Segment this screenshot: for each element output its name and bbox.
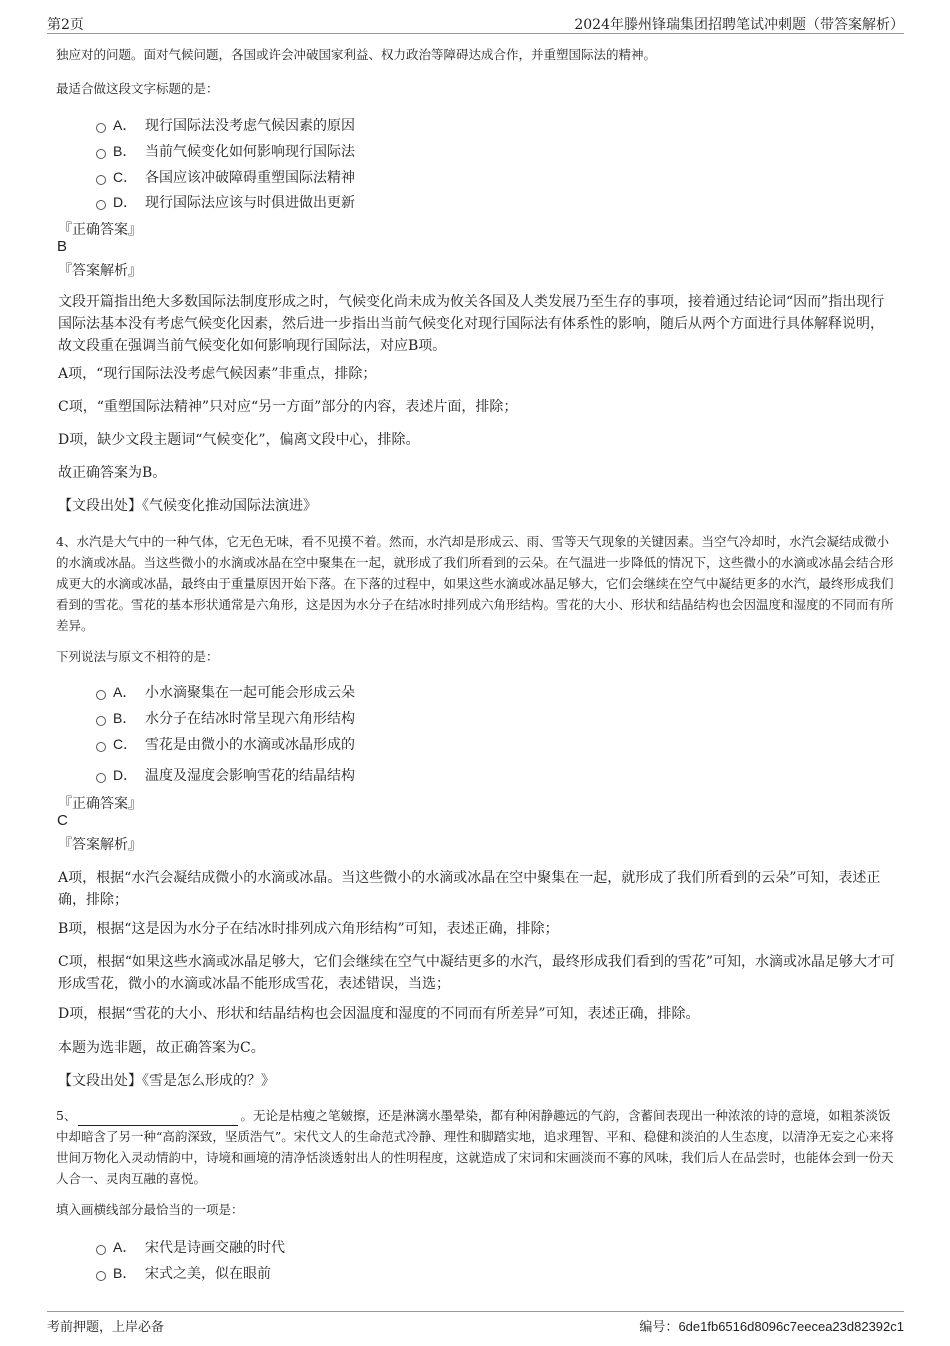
q3-option-a[interactable]: A． 现行国际法没考虑气候因素的原因	[96, 115, 355, 135]
q3-option-c[interactable]: C． 各国应该冲破障碍重塑国际法精神	[96, 167, 355, 187]
q5-passage	[56, 1105, 896, 1189]
radio-icon[interactable]	[96, 175, 106, 185]
q3-option-b[interactable]: B． 当前气候变化如何影响现行国际法	[96, 141, 355, 161]
q3-option-d[interactable]: D． 现行国际法应该与时俱进做出更新	[96, 192, 355, 212]
q3-analysis-d: D项，缺少文段主题词“气候变化”，偏离文段中心，排除。	[58, 432, 420, 448]
q3-analysis-c: C项，“重塑国际法精神”只对应“另一方面”部分的内容，表述片面，排除；	[58, 399, 518, 415]
q5-option-b[interactable]: B． 宋式之美，似在眼前	[96, 1263, 271, 1283]
page-footer	[47, 1311, 904, 1346]
radio-icon[interactable]	[96, 1245, 106, 1255]
q3-passage-tail: 独应对的问题。面对气候问题，各国或许会冲破国家利益、权力政治等障碍达成合作，并重塑国际法的精神。	[56, 47, 657, 62]
radio-icon[interactable]	[96, 200, 106, 210]
correct-answer-label: 『正确答案』	[58, 796, 142, 812]
document-title: 2024年滕州锋瑞集团招聘笔试冲刺题（带答案解析）	[574, 17, 904, 33]
q5-option-a[interactable]: A． 宋代是诗画交融的时代	[96, 1237, 285, 1257]
q4-option-d[interactable]: D． 温度及湿度会影响雪花的结晶结构	[96, 765, 355, 785]
q3-source: 【文段出处】《气候变化推动国际法演进》	[58, 498, 317, 514]
q3-analysis-main: 文段开篇指出绝大多数国际法制度形成之时，气候变化尚未成为攸关各国及人类发展乃至生存的事项，接着通过结论词“因而”指出现行国际法基本没有考虑气候变化因素，然后进一步指出当前气候变化对现行国际法有体系性的影响，随后从两个方面进行具体解释说明，故文段重在强调当前气候变化如何影响现行国际法，对应B项。	[58, 294, 885, 354]
page-header	[47, 0, 904, 34]
analysis-label: 『答案解析』	[58, 837, 142, 853]
q4-option-b[interactable]: B． 水分子在结冰时常呈现六角形结构	[96, 708, 355, 728]
q3-prompt: 最适合做这段文字标题的是：	[56, 81, 219, 96]
radio-icon[interactable]	[96, 716, 106, 726]
q5-passage-text: 。无论是枯瘦之笔皴擦，还是淋漓水墨晕染，都有种闲静趣远的气韵，含蓄间表现出一种浓浓的诗的意境，如粗茶淡饭中却暗含了另一种“高韵深致，坚质浩气”。宋代文人的生命范式冷静、理性和脚踏实地，追求理智、平和、稳健和淡泊的人生态度，以清净无妄之心来将世间万物化入灵动情韵中，诗境和画境的清净恬淡透射出人的性明程度，这就造成了宋词和宋画淡而不寡的风味，我们后人在品尝时，也能体会到一份天人合一、灵肉互融的喜悦。	[56, 1108, 894, 1186]
footer-slogan: 考前押题，上岸必备	[47, 1320, 165, 1335]
q4-passage: 4、水汽是大气中的一种气体，它无色无味，看不见摸不着。然而，水汽却是形成云、雨、雪等天气现象的关键因素。当空气冷却时，水汽会凝结成微小的水滴或冰晶。当这些微小的水滴或冰晶在空中聚集在一起，就形成了我们所看到的云朵。在气温进一步降低的情况下，这些微小的水滴或冰晶会结合形成更大的水滴或冰晶，最终由于重量原因开始下落。在下落的过程中，如果这些水滴或冰晶足够大，它们会继续在空气中凝结更多的水汽，最终形成我们看到的雪花。雪花的基本形状通常是六角形，这是因为水分子在结冰时排列成六角形结构。雪花的大小、形状和结晶结构也会因温度和湿度的不同而有所差异。	[56, 534, 894, 633]
radio-icon[interactable]	[96, 149, 106, 159]
q4-analysis-c: C项，根据“如果这些水滴或冰晶足够大，它们会继续在空气中凝结更多的水汽，最终形成我们看到的雪花”可知，水滴或冰晶足够大才可形成雪花，微小的水滴或冰晶不能形成雪花，表述错误，当选；	[58, 954, 896, 992]
q4-conclusion: 本题为选非题，故正确答案为C。	[58, 1040, 265, 1056]
q4-option-a[interactable]: A． 小水滴聚集在一起可能会形成云朵	[96, 682, 355, 702]
radio-icon[interactable]	[96, 123, 106, 133]
q3-analysis-a: A项，“现行国际法没考虑气候因素”非重点，排除；	[58, 366, 377, 382]
q4-analysis-b: B项，根据“这是因为水分子在结冰时排列成六角形结构”可知，表述正确，排除；	[58, 921, 559, 937]
radio-icon[interactable]	[96, 742, 106, 752]
fill-blank	[78, 1111, 238, 1126]
q4-analysis-a: A项，根据“水汽会凝结成微小的水滴或冰晶。当这些微小的水滴或冰晶在空中聚集在一起，就形成了我们所看到的云朵”可知，表述正确，排除；	[58, 870, 881, 908]
q4-answer: C	[57, 812, 68, 829]
correct-answer-label: 『正确答案』	[58, 222, 142, 238]
page-number: 第2页	[47, 17, 84, 33]
document-code: 编号：6de1fb6516d8096c7eecea23d82392c1	[639, 1319, 904, 1335]
question-number: 5、	[56, 1108, 77, 1123]
q4-analysis-d: D项，根据“雪花的大小、形状和结晶结构也会因温度和湿度的不同而有所差异”可知，表述正确，排除。	[58, 1006, 700, 1022]
q3-conclusion: 故正确答案为B。	[58, 465, 167, 481]
radio-icon[interactable]	[96, 1271, 106, 1281]
analysis-label: 『答案解析』	[58, 263, 142, 279]
q3-answer: B	[57, 238, 68, 255]
q4-prompt: 下列说法与原文不相符的是：	[56, 649, 219, 664]
q5-prompt: 填入画横线部分最恰当的一项是：	[56, 1202, 244, 1217]
radio-icon[interactable]	[96, 773, 106, 783]
radio-icon[interactable]	[96, 690, 106, 700]
q4-option-c[interactable]: C． 雪花是由微小的水滴或冰晶形成的	[96, 734, 355, 754]
q4-source: 【文段出处】《雪是怎么形成的？》	[58, 1073, 275, 1089]
